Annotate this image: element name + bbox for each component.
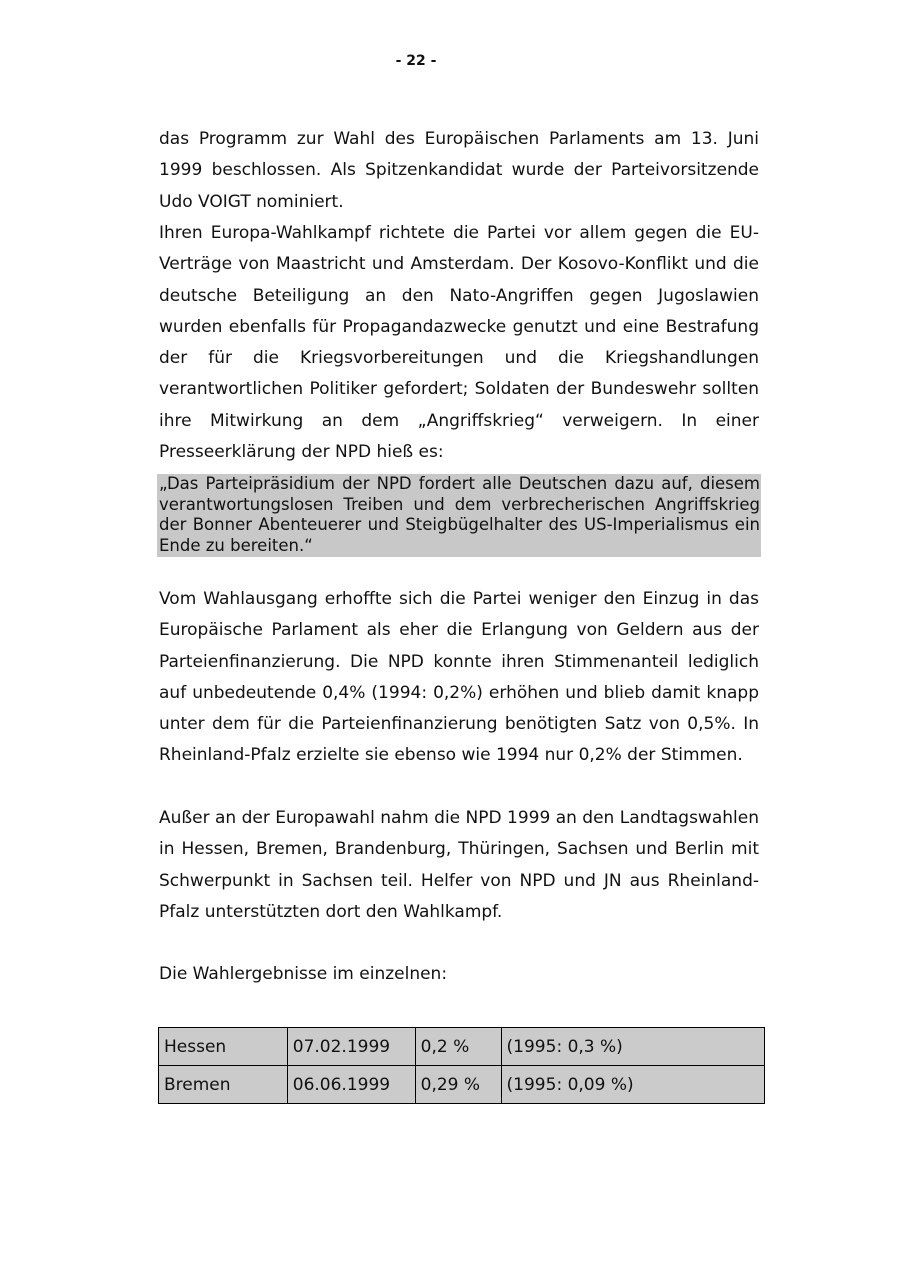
table-row <box>159 1066 765 1104</box>
press-release-quote: „Das Parteipräsidium der NPD fordert alle Deutschen dazu auf, diesem verantwortungslosen Treiben und dem verbrecherischen Angriffskrieg der Bonner Abenteuerer und Steigbügelhalter des US-Imperialismus ein Ende zu bereiten.“ <box>157 474 761 557</box>
share-cell: 0,2 % <box>415 1028 501 1066</box>
paragraph-europe-campaign: Ihren Europa-Wahlkampf richtete die Partei vor allem gegen die EU-Verträge von Maastricht und Amsterdam. Der Kosovo-Konflikt und die deutsche Beteiligung an den Nato-Angriffen gegen Jugoslawien wurden ebenfalls für Propagandazwecke genutzt und eine Bestrafung der für die Kriegsvorbereitungen und die Kriegshandlungen verantwortlichen Politiker gefordert; Soldaten der Bundeswehr sollten ihre Mitwirkung an dem „Angriffskrieg“ verweigern. In einer Presseerklärung der NPD hieß es: <box>159 223 759 463</box>
state-cell: Hessen <box>159 1028 288 1066</box>
table-row <box>159 1028 765 1066</box>
paragraph-election-outcome: Vom Wahlausgang erhoffte sich die Partei weniger den Einzug in das Europäische Parlament als eher die Erlangung von Geldern aus der Parteienfinanzierung. Die NPD konnte ihren Stimmenanteil lediglich auf unbedeutende 0,4% (1994: 0,2%) erhöhen und blieb damit knapp unter dem für die Parteienfinanzierung benötigten Satz von 0,5%. In Rheinland-Pfalz erzielte sie ebenso wie 1994 nur 0,2% der Stimmen. <box>159 589 759 766</box>
date-cell: 07.02.1999 <box>287 1028 415 1066</box>
election-results-table <box>158 1027 765 1104</box>
paragraph-results-intro: Die Wahlergebnisse im einzelnen: <box>159 964 448 984</box>
page-number: - 22 - <box>395 53 437 69</box>
paragraph-state-elections: Außer an der Europawahl nahm die NPD 1999 an den Landtagswahlen in Hessen, Bremen, Brandenburg, Thüringen, Sachsen und Berlin mit Schwerpunkt in Sachsen teil. Helfer von NPD und JN aus Rheinland-Pfalz unterstützten dort den Wahlkampf. <box>159 808 759 922</box>
paragraph-european-election-program: das Programm zur Wahl des Europäischen Parlaments am 13. Juni 1999 beschlossen. Als Spitzenkandidat wurde der Parteivorsitzende Udo VOIGT nominiert. <box>159 129 759 212</box>
state-cell: Bremen <box>159 1066 288 1104</box>
date-cell: 06.06.1999 <box>287 1066 415 1104</box>
previous-result-cell: (1995: 0,09 %) <box>501 1066 764 1104</box>
share-cell: 0,29 % <box>415 1066 501 1104</box>
previous-result-cell: (1995: 0,3 %) <box>501 1028 764 1066</box>
